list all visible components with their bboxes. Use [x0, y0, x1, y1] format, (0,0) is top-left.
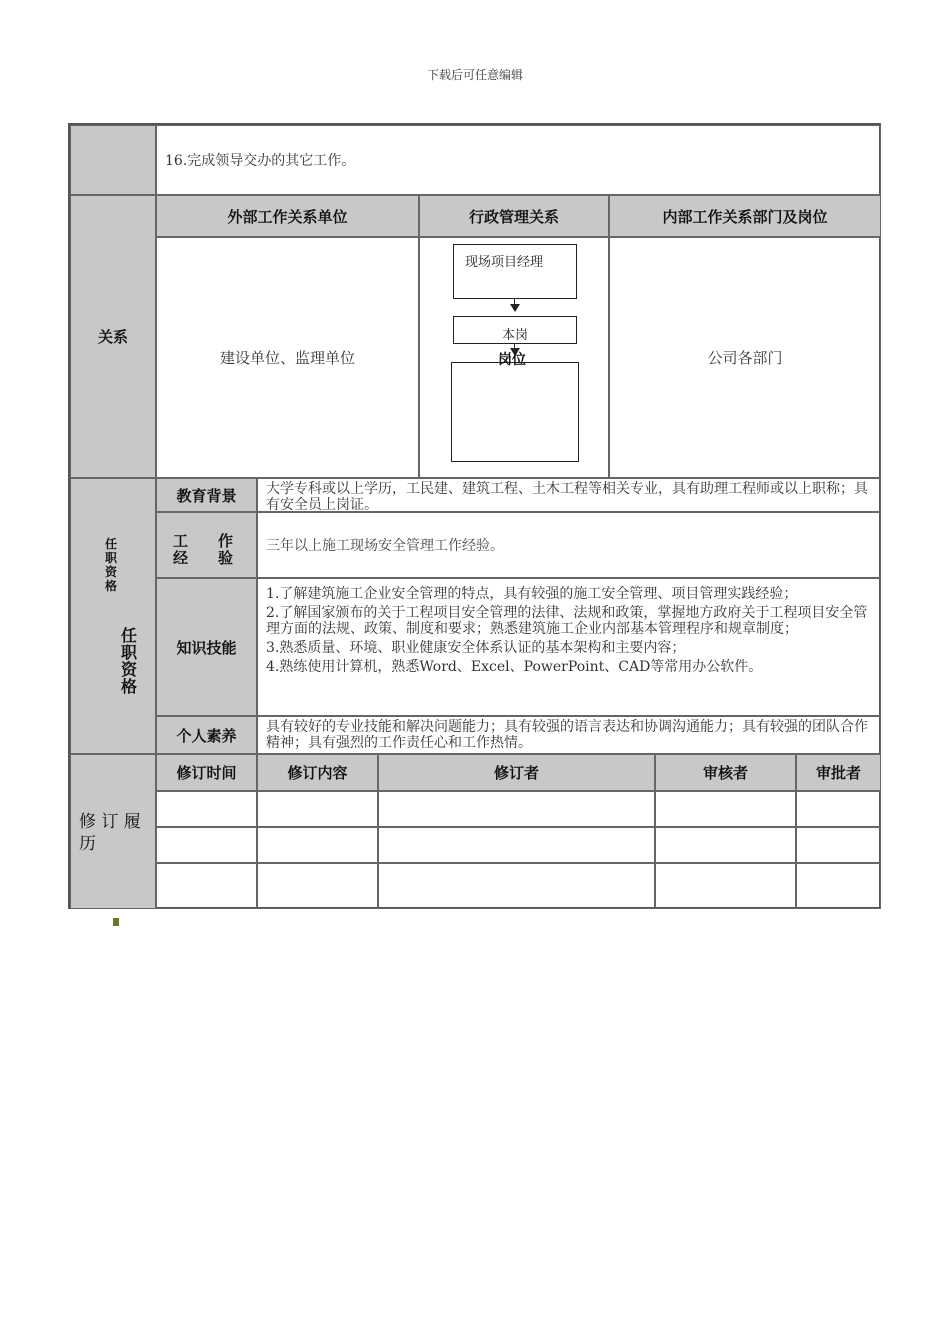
flow-box-manager: [453, 244, 577, 299]
experience-value-text: 三年以上施工现场安全管理工作经验。: [266, 538, 504, 554]
header-note: 下载后可任意编辑: [426, 68, 523, 82]
experience-label: [156, 512, 257, 578]
flow-box-self-text: 本岗: [501, 328, 528, 343]
personal-value-text: 具有较好的专业技能和解决问题能力；具有较强的语言表达和协调沟通能力；具有较强的团队合作精神；具有强烈的工作责任心和工作热情。: [266, 719, 868, 751]
education-label: [156, 478, 257, 512]
revision-row-2-approver[interactable]: [796, 827, 881, 863]
revision-header-content-text: 修订内容: [287, 764, 348, 782]
revision-row-2-reviser[interactable]: [378, 827, 655, 863]
experience-label-line1: 工 作: [173, 532, 234, 550]
personal-value: [257, 716, 881, 754]
external-value-cell: [156, 237, 419, 478]
revision-header-reviser: [378, 754, 655, 791]
revision-row-1-approver[interactable]: [796, 791, 881, 827]
col-internal-header-text: 内部工作关系部门及岗位: [662, 207, 828, 226]
revision-label: [70, 754, 156, 909]
admin-flow-cell: [419, 237, 609, 478]
col-external-header-text: 外部工作关系单位: [227, 207, 348, 226]
revision-label-text: 修 订 履 历: [79, 812, 141, 854]
revision-header-time: [156, 754, 257, 791]
duty-item-16: [156, 125, 881, 195]
flow-arrow-head-1: [510, 304, 520, 312]
qualifications-label: [70, 478, 156, 754]
revision-header-reviewer: [655, 754, 796, 791]
revision-row-3-content[interactable]: [257, 863, 378, 909]
revision-header-reviser-text: 修订者: [493, 764, 539, 782]
external-value: 建设单位、监理单位: [219, 349, 355, 367]
revision-row-1-content[interactable]: [257, 791, 378, 827]
education-value-text: 大学专科或以上学历，工民建、建筑工程、土木工程等相关专业，具有助理工程师或以上职称；具有安全员上岗证。: [266, 481, 868, 513]
internal-value: 公司各部门: [707, 349, 783, 367]
flow-box-self: [453, 316, 577, 344]
revision-row-1-time[interactable]: [156, 791, 257, 827]
skills-label-text: 知识技能: [176, 638, 237, 657]
col-internal-header: [609, 195, 881, 237]
revision-row-3-approver[interactable]: [796, 863, 881, 909]
skill-item: 2.了解国家颁布的关于工程项目安全管理的法律、法规和政策，掌握地方政府关于工程项目安全管理方面的法规、政策、制度和要求；熟悉建筑施工企业内部基本管理程序和规章制度；: [266, 605, 868, 637]
job-description-table: [68, 123, 881, 909]
skill-item: 1.了解建筑施工企业安全管理的特点，具有较强的施工安全管理、项目管理实践经验；: [266, 586, 798, 602]
revision-header-reviewer-text: 审核者: [702, 764, 748, 782]
relations-label: [70, 195, 156, 478]
revision-row-3-reviser[interactable]: [378, 863, 655, 909]
revision-header-content: [257, 754, 378, 791]
skill-item: 4.熟练使用计算机，熟悉Word、Excel、PowerPoint、CAD等常用办公软件。: [266, 659, 763, 675]
flow-box-subordinate: [451, 362, 579, 462]
col-admin-header: [419, 195, 609, 237]
revision-row-2-content[interactable]: [257, 827, 378, 863]
personal-label: [156, 716, 257, 754]
education-value: [257, 478, 881, 512]
revision-row-1-reviewer[interactable]: [655, 791, 796, 827]
col-external-header: [156, 195, 419, 237]
experience-value: [257, 512, 881, 578]
flow-overlap-text: 岗位: [498, 352, 526, 368]
personal-label-text: 个人素养: [176, 726, 237, 745]
revision-row-3-time[interactable]: [156, 863, 257, 909]
qualifications-label-large: 任职资格: [121, 626, 138, 696]
paragraph-mark-icon: [113, 918, 119, 926]
relations-label-text: 关系: [97, 328, 128, 346]
revision-row-1-reviser[interactable]: [378, 791, 655, 827]
education-label-text: 教育背景: [176, 486, 237, 505]
revision-header-approver-text: 审批者: [815, 764, 861, 782]
skill-item: 3.熟悉质量、环境、职业健康安全体系认证的基本架构和主要内容；: [266, 640, 686, 656]
revision-header-time-text: 修订时间: [176, 764, 237, 782]
revision-row-2-time[interactable]: [156, 827, 257, 863]
experience-label-line2: 经 验: [173, 549, 234, 567]
duties-side-cell: [70, 125, 156, 195]
skills-value: [257, 578, 881, 716]
skills-label: [156, 578, 257, 716]
duty-item-16-text: 16.完成领导交办的其它工作。: [165, 153, 356, 169]
revision-row-2-reviewer[interactable]: [655, 827, 796, 863]
internal-value-cell: [609, 237, 881, 478]
col-admin-header-text: 行政管理关系: [468, 207, 559, 226]
qualifications-label-small: 任职资格: [105, 537, 118, 593]
flow-box-manager-text: 现场项目经理: [465, 255, 544, 270]
revision-row-3-reviewer[interactable]: [655, 863, 796, 909]
revision-header-approver: [796, 754, 881, 791]
